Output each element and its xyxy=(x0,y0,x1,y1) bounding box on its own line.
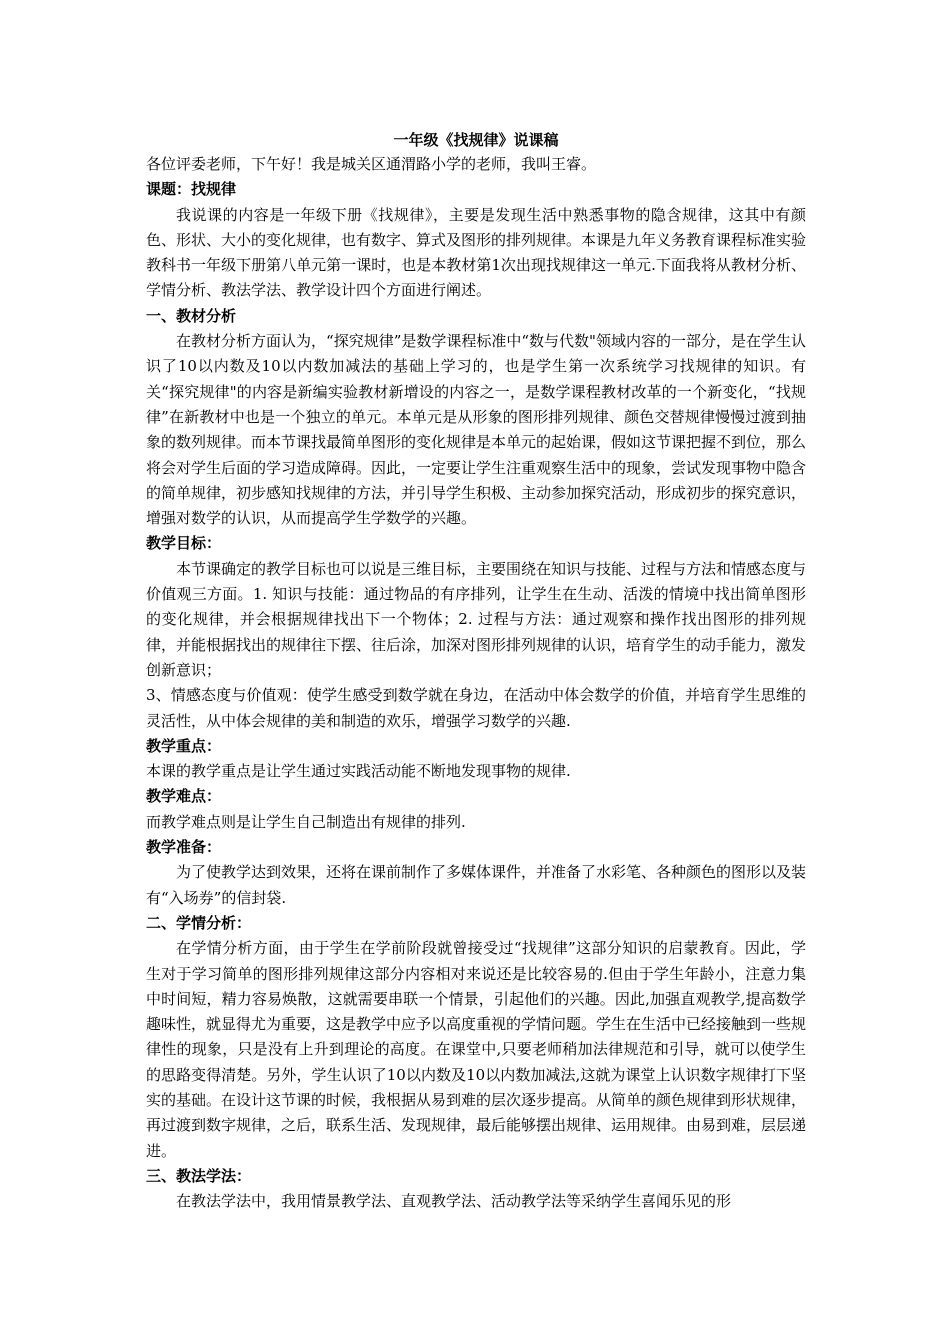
key-points-heading: 教学重点： xyxy=(146,736,222,755)
goals-heading: 教学目标： xyxy=(146,534,222,553)
preparation-heading: 教学准备： xyxy=(146,838,222,857)
intro-paragraph: 我说课的内容是一年级下册《找规律》，主要是发现生活中熟悉事物的隐含规律，这其中有颜色、形状、大小的变化规律，也有数字、算式及图形的排列规律。本课是九年义务教育课程标准实验教科书一年级下册第八单元第一课时，也是本教材第1次出现找规律这一单元.下面我将从教材分析、学情分析、教法学法、教学设计四个方面进行阐述。 xyxy=(146,205,807,300)
section-3-heading: 三、教法学法： xyxy=(146,1166,252,1185)
topic-heading: 课题：找规律 xyxy=(146,180,237,199)
key-points-paragraph: 本课的教学重点是让学生通过实践活动能不断地发现事物的规律. xyxy=(146,762,571,781)
difficulty-paragraph: 而教学难点则是让学生自己制造出有规律的排列. xyxy=(146,812,466,831)
document-title: 一年级《找规律》说课稿 xyxy=(393,131,559,149)
goals-paragraph-3: 3、情感态度与价值观：使学生感受到数学就在身边，在活动中体会数学的价值，并培育学生思维的灵活性，从中体会规律的美和制造的欢乐，增强学习数学的兴趣. xyxy=(146,686,806,730)
goals-paragraph: 本节课确定的教学目标也可以说是三维目标，主要围绕在知识与技能、过程与方法和情感态度与价值观三方面。1. 知识与技能：通过物品的有序排列，让学生在生动、活泼的情境中找出简单图形的变化规律，并会根据规律找出下一个物体；2. 过程与方法：通过观察和操作找出图形的排列规律，并能根据找出的规律往下摆、往后涂，加深对图形排列规律的认识，培育学生的动手能力，激发创新意识； xyxy=(146,559,807,679)
section-3-paragraph: 在教法学法中，我用情景教学法、直观教学法、活动教学法等采纳学生喜闻乐见的形 xyxy=(176,1192,732,1211)
greeting-paragraph: 各位评委老师，下午好！我是城关区通渭路小学的老师，我叫王睿。 xyxy=(146,155,597,173)
section-1-paragraph: 在教材分析方面认为，“探究规律”是数学课程标准中“数与代数"领域内容的一部分，是在学生认识了10以内数及10以内数加减法的基础上学习的，也是学生第一次系统学习找规律的知识。有关“探究规律"的内容是新编实验教材新增设的内容之一，是数学课程教材改革的一个新变化，“找规律”在新教材中也是一个独立的单元。本单元是从形象的图形排列规律、颜色交替规律慢慢过渡到抽象的数列规律。而本节课找最简单图形的变化规律是本单元的起始课，假如这节课把握不到位，那么将会对学生后面的学习造成障碍。因此，一定要让学生注重观察生活中的现象，尝试发现事物中隐含的简单规律，初步感知找规律的方法，并引导学生积极、主动参加探究活动，形成初步的探究意识，增强对数学的认识，从而提高学生学数学的兴趣。 xyxy=(146,332,807,528)
section-2-paragraph: 在学情分析方面，由于学生在学前阶段就曾接受过“找规律”这部分知识的启蒙教育。因此，学生对于学习简单的图形排列规律这部分内容相对来说还是比较容易的.但由于学生年龄小，注意力集中时间短，精力容易焕散，这就需要串联一个情景，引起他们的兴趣。因此,加强直观教学,提高数学趣味性，就显得尤为重要，这是教学中应予以高度重视的学情问题。学生在生活中已经接触到一些规律性的现象，只是没有上升到理论的高度。在课堂中,只要老师稍加法律规范和引导，就可以使学生的思路变得清楚。另外，学生认识了10以内数及10以内数加减法,这就为课堂上认识数字规律打下坚实的基础。在设计这节课的时候，我根据从易到难的层次逐步提高。从简单的颜色规律到形状规律，再过渡到数字规律，之后，联系生活、发现规律，最后能够摆出规律、运用规律。由易到难，层层递进。 xyxy=(146,939,807,1160)
section-2-heading: 二、学情分析： xyxy=(146,913,252,932)
difficulty-heading: 教学难点： xyxy=(146,787,222,806)
preparation-paragraph: 为了使教学达到效果，还将在课前制作了多媒体课件，并准备了水彩笔、各种颜色的图形以及装有“入场券”的信封袋. xyxy=(146,863,807,907)
section-1-heading: 一、教材分析 xyxy=(146,306,237,325)
document-page xyxy=(146,128,806,1214)
